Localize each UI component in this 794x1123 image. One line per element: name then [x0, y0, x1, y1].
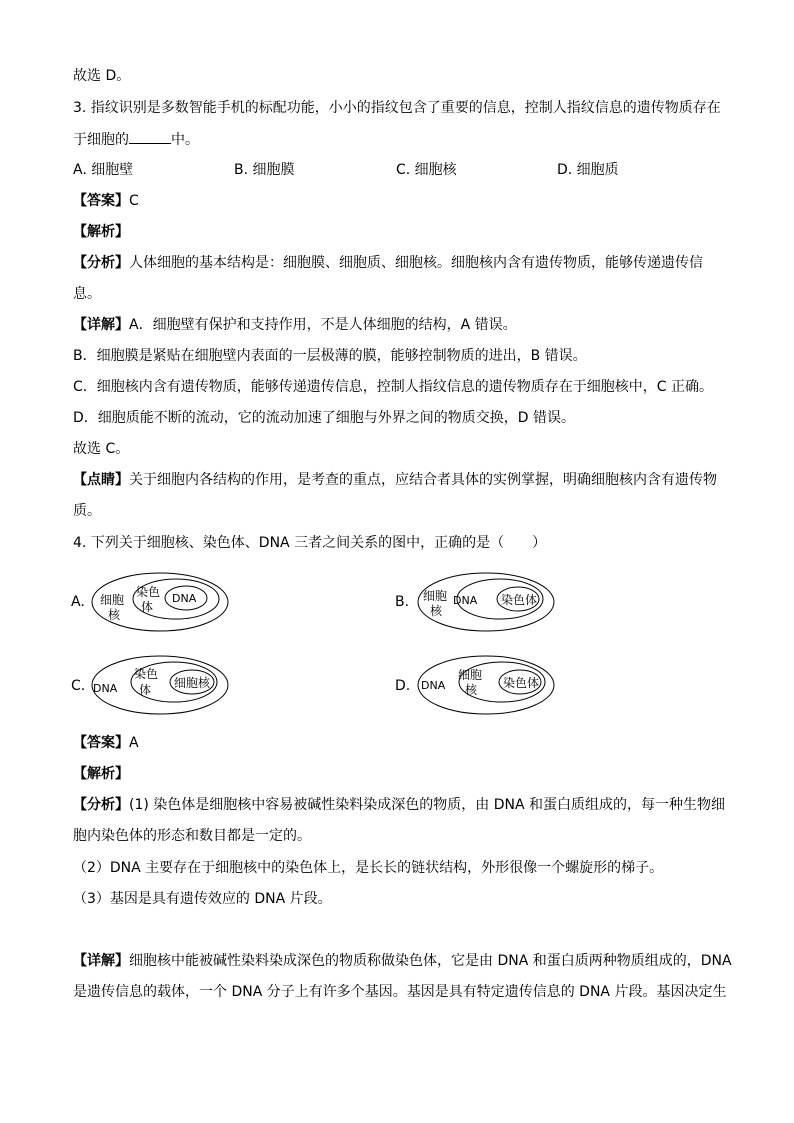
diagram-d-outer-label: DNA	[421, 679, 446, 692]
analysis-heading-4: 【解析】	[73, 766, 129, 782]
analysis-3-line-1	[73, 253, 703, 273]
diagram-d-inner-label: 染色体	[503, 676, 540, 690]
diagram-b-outer-label-2: 核	[430, 604, 443, 618]
diagram-d-middle-label-2: 核	[465, 683, 478, 697]
option-c: C. 细胞核	[396, 162, 457, 178]
diagram-a	[88, 570, 232, 634]
diagram-c-inner-label: 细胞核	[174, 676, 211, 690]
diagram-c-letter: C.	[71, 678, 86, 694]
conclusion-d: 故选 D。	[73, 68, 131, 84]
diagram-c-middle-label-2: 体	[139, 683, 152, 697]
answer-value: A	[129, 735, 139, 751]
diagram-a-middle-label-1: 染色	[136, 585, 161, 599]
question-3-text-post: 中。	[171, 132, 199, 148]
analysis-heading-3: 【解析】	[73, 224, 129, 240]
diagram-a-outer-label-1: 细胞	[100, 593, 125, 607]
analysis-tag: 【分析】	[73, 797, 129, 813]
detail-tag: 【详解】	[73, 953, 129, 969]
key-point-tag: 【点睛】	[73, 472, 129, 488]
option-a: A. 细胞壁	[73, 162, 134, 178]
detail-4-text: 细胞核中能被碱性染料染成深色的物质称做染色体，它是由 DNA 和蛋白质两种物质组成的，DNA	[129, 953, 732, 969]
analysis-4-line-3: （2）DNA 主要存在于细胞核中的染色体上，是长长的链状结构，外形很像一个螺旋形的梯子。	[73, 860, 664, 876]
diagram-a-inner-label: DNA	[172, 592, 197, 605]
diagram-d-letter: D.	[395, 678, 411, 694]
detail-3-c: C．细胞核内含有遗传物质，能够传递遗传信息，控制人指纹信息的遗传物质存在于细胞核中，C 正确。	[73, 379, 713, 395]
detail-3-a: A．细胞壁有保护和支持作用，不是人体细胞的结构，A 错误。	[129, 317, 517, 333]
detail-3-b: B．细胞膜是紧贴在细胞壁内表面的一层极薄的膜，能够控制物质的进出，B 错误。	[73, 348, 587, 364]
answer-tag: 【答案】	[73, 735, 129, 751]
key-point-3-text: 关于细胞内各结构的作用，是考查的重点，应结合者具体的实例掌握，明确细胞核内含有遗传物	[129, 472, 717, 488]
detail-4-line-1	[73, 951, 732, 971]
diagram-c-middle-label-1: 染色	[134, 667, 159, 681]
option-d: D. 细胞质	[557, 162, 619, 178]
analysis-4-line-4: （3）基因是具有遗传效应的 DNA 片段。	[73, 891, 332, 907]
diagram-b-letter: B.	[395, 594, 410, 610]
diagram-a-outer-label-2: 核	[108, 608, 121, 622]
question-3-line-2	[73, 129, 199, 150]
answer-value: C	[129, 193, 139, 209]
answer-3	[73, 191, 139, 211]
detail-3-d: D．细胞质能不断的流动，它的流动加速了细胞与外界之间的物质交换，D 错误。	[73, 410, 576, 426]
diagram-b-outer-label-1: 细胞	[423, 589, 448, 603]
analysis-4-text: (1) 染色体是细胞核中容易被碱性染料染成深色的物质，由 DNA 和蛋白质组成的，每一种生物细	[129, 797, 726, 813]
question-3-text-pre: 于细胞的	[73, 132, 129, 148]
diagram-d	[414, 652, 558, 718]
detail-4-line-2: 是遗传信息的载体，一个 DNA 分子上有许多个基因。基因是具有特定遗传信息的 DNA 片段。基因决定生	[73, 984, 727, 1000]
question-3-line-1: 3. 指纹识别是多数智能手机的标配功能，小小的指纹包含了重要的信息，控制人指纹信息的遗传物质存在	[73, 100, 721, 116]
answer-blank	[129, 129, 171, 144]
analysis-3-line-2: 息。	[73, 286, 101, 302]
analysis-3-text: 人体细胞的基本结构是：细胞膜、细胞质、细胞核。细胞核内含有遗传物质，能够传递遗传信	[129, 255, 703, 271]
key-point-3-line-1	[73, 470, 717, 490]
diagram-d-middle-label-1: 细胞	[458, 668, 483, 682]
diagram-c-outer-label: DNA	[93, 682, 118, 695]
analysis-4-line-1	[73, 795, 725, 815]
diagram-b-inner-label: 染色体	[501, 593, 538, 607]
detail-tag: 【详解】	[73, 317, 129, 333]
diagram-c	[88, 652, 232, 718]
question-4: 4. 下列关于细胞核、染色体、DNA 三者之间关系的图中，正确的是（ ）	[73, 535, 547, 551]
answer-tag: 【答案】	[73, 193, 129, 209]
diagram-a-middle-label-2: 体	[141, 600, 154, 614]
conclusion-c: 故选 C。	[73, 441, 130, 457]
diagram-b	[414, 570, 558, 634]
analysis-4-line-2: 胞内染色体的形态和数目都是一定的。	[73, 828, 311, 844]
detail-3-line-1	[73, 315, 517, 335]
option-b: B. 细胞膜	[234, 162, 295, 178]
diagram-b-middle-label: DNA	[453, 594, 478, 607]
answer-4	[73, 733, 139, 753]
key-point-3-line-2: 质。	[73, 503, 101, 519]
diagram-a-letter: A.	[71, 594, 85, 610]
analysis-tag: 【分析】	[73, 255, 129, 271]
